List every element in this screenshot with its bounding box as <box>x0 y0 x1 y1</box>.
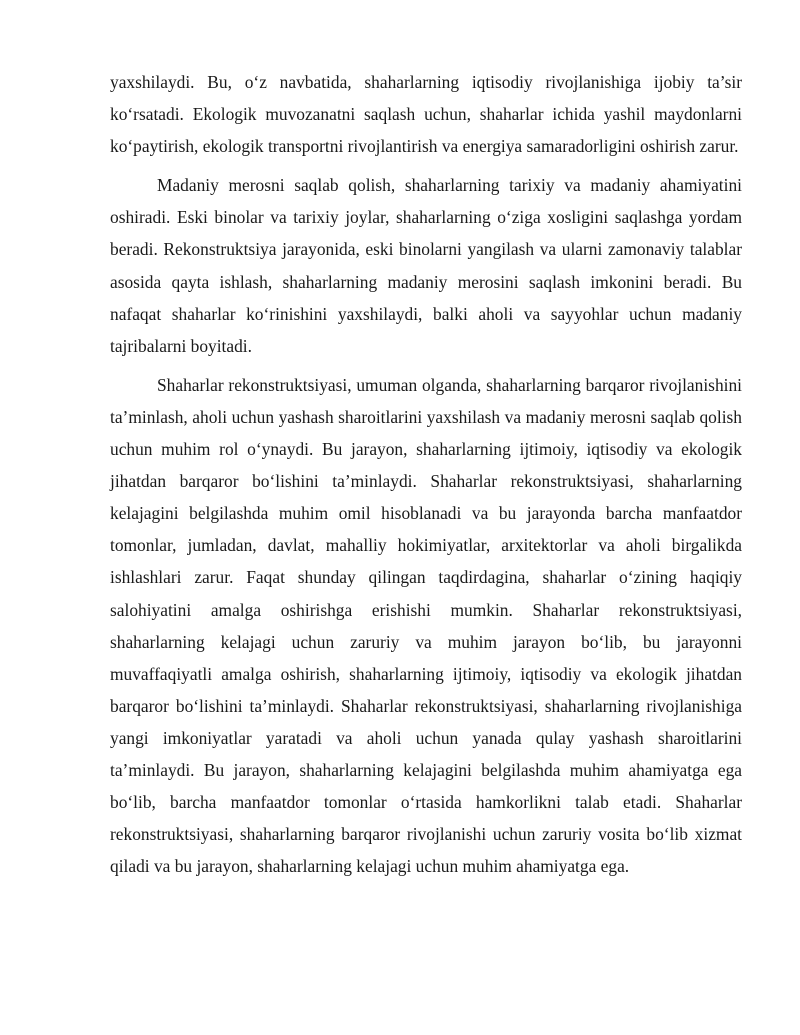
paragraph-continuation: yaxshilaydi. Bu, o‘z navbatida, shaharlarning iqtisodiy rivojlanishiga ijobiy ta’sir ko‘rsatadi. Ekologik muvozanatni saqlash uchun, shaharlar ichida yashil maydonlarni ko‘paytirish, ekologik transportni rivojlantirish va energiya samaradorligini oshirish zarur. <box>110 72 742 157</box>
paragraph-cultural-heritage: Madaniy merosni saqlab qolish, shaharlarning tarixiy va madaniy ahamiyatini oshiradi. Eski binolar va tarixiy joylar, shaharlarning o‘ziga xosligini saqlashga yordam beradi. Rekonstruktsiya jarayonida, eski binolarni yangilash va ularni zamonaviy talablar asosida qayta ishlash, shaharlarning madaniy merosini saqlash imkonini beradi. Bu nafaqat shaharlar ko‘rinishini yaxshilaydi, balki aholi va sayyohlar uchun madaniy tajribalarni boyitadi. <box>110 175 742 356</box>
document-page <box>110 66 742 889</box>
paragraph-reconstruction-summary: Shaharlar rekonstruktsiyasi, umuman olganda, shaharlarning barqaror rivojlanishini ta’minlash, aholi uchun yashash sharoitlarini yaxshilash va madaniy merosni saqlab qolish uchun muhim rol o‘ynaydi. Bu jarayon, shaharlarning ijtimoiy, iqtisodiy va ekologik jihatdan barqaror bo‘lishini ta’minlaydi. Shaharlar rekonstruktsiyasi, shaharlarning kelajagini belgilashda muhim omil hisoblanadi va bu jarayonda barcha manfaatdor tomonlar, jumladan, davlat, mahalliy hokimiyatlar, arxitektorlar va aholi birgalikda ishlashlari zarur. Faqat shunday qilingan taqdirdagina, shaharlar o‘zining haqiqiy salohiyatini amalga oshirishga erishishi mumkin. Shaharlar rekonstruktsiyasi, shaharlarning kelajagi uchun zaruriy va muhim jarayon bo‘lib, bu jarayonni muvaffaqiyatli amalga oshirish, shaharlarning ijtimoiy, iqtisodiy va ekologik jihatdan barqaror bo‘lishini ta’minlaydi. Shaharlar rekonstruktsiyasi, shaharlarning rivojlanishiga yangi imkoniyatlar yaratadi va aholi uchun yanada qulay yashash sharoitlarini ta’minlaydi. Bu jarayon, shaharlarning kelajagini belgilashda muhim ahamiyatga ega bo‘lib, barcha manfaatdor tomonlar o‘rtasida hamkorlikni talab etadi. Shaharlar rekonstruktsiyasi, shaharlarning barqaror rivojlanishi uchun zaruriy vosita bo‘lib xizmat qiladi va bu jarayon, shaharlarning kelajagi uchun muhim ahamiyatga ega. <box>110 374 742 877</box>
